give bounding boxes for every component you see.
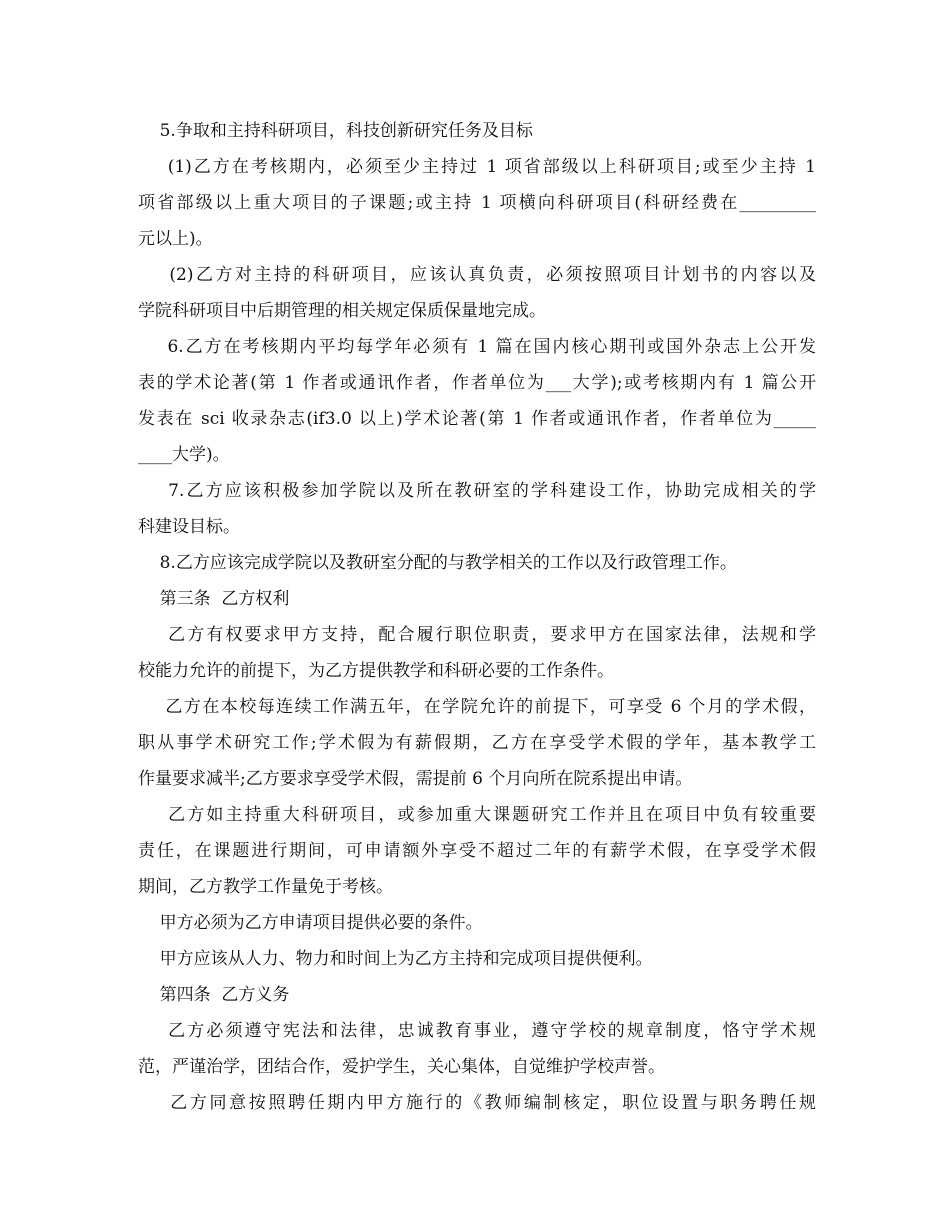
text-line: 职从事学术研究工作;学术假为有薪假期，乙方在享受学术假的学年，基本教学工 xyxy=(138,733,816,753)
text-line: 表的学术论著(第 1 作者或通讯作者，作者单位为___大学);或考核期内有 1 篇公开 xyxy=(138,373,816,393)
text-line: 科建设目标。 xyxy=(138,517,240,537)
text-line: 范，严谨治学，团结合作，爱护学生，关心集体，自觉维护学校声誉。 xyxy=(138,1057,665,1077)
text-line: 校能力允许的前提下，为乙方提供教学和科研必要的工作条件。 xyxy=(138,661,614,681)
text-line: 乙方必须遵守宪法和法律，忠诚教育事业，遵守学校的规章制度，恪守学术规 xyxy=(138,1021,816,1041)
text-line: 乙方如主持重大科研项目，或参加重大课题研究工作并且在项目中负有较重要 xyxy=(138,805,816,825)
text-line: ____大学)。 xyxy=(138,445,230,465)
text-line: 乙方有权要求甲方支持，配合履行职位职责，要求甲方在国家法律，法规和学 xyxy=(138,625,816,645)
text-line: 8.乙方应该完成学院以及教研室分配的与教学相关的工作以及行政管理工作。 xyxy=(138,553,737,573)
text-line: 期间，乙方教学工作量免于考核。 xyxy=(138,877,393,897)
text-line: 6.乙方在考核期内平均每学年必须有 1 篇在国内核心期刊或国外杂志上公开发 xyxy=(138,337,816,357)
text-line: 作量要求减半;乙方要求享受学术假，需提前 6 个月向所在院系提出申请。 xyxy=(138,769,693,789)
text-line: 学院科研项目中后期管理的相关规定保质保量地完成。 xyxy=(138,301,546,321)
text-line: 甲方必须为乙方申请项目提供必要的条件。 xyxy=(138,913,483,933)
section-heading: 第三条 乙方权利 xyxy=(138,589,290,609)
text-line: (1)乙方在考核期内，必须至少主持过 1 项省部级以上科研项目;或至少主持 1 xyxy=(138,157,816,177)
text-line: 项省部级以上重大项目的子课题;或主持 1 项横向科研项目(科研经费在_________ xyxy=(138,193,816,213)
document-body xyxy=(138,113,816,1121)
text-line: 元以上)。 xyxy=(138,229,213,249)
text-line: 发表在 sci 收录杂志(if3.0 以上)学术论著(第 1 作者或通讯作者，作者单位为_____ xyxy=(138,409,816,429)
text-line: 7.乙方应该积极参加学院以及所在教研室的学科建设工作，协助完成相关的学 xyxy=(138,481,816,501)
section-heading: 第四条 乙方义务 xyxy=(138,985,290,1005)
text-line: 甲方应该从人力、物力和时间上为乙方主持和完成项目提供便利。 xyxy=(138,949,653,969)
text-line: (2)乙方对主持的科研项目，应该认真负责，必须按照项目计划书的内容以及 xyxy=(138,265,816,285)
text-line: 责任，在课题进行期间，可申请额外享受不超过二年的有薪学术假，在享受学术假 xyxy=(138,841,816,861)
text-line: 5.争取和主持科研项目，科技创新研究任务及目标 xyxy=(138,121,533,141)
text-line: 乙方在本校每连续工作满五年，在学院允许的前提下，可享受 6 个月的学术假， xyxy=(138,697,816,717)
text-line: 乙方同意按照聘任期内甲方施行的《教师编制核定，职位设置与职务聘任规 xyxy=(138,1093,816,1113)
